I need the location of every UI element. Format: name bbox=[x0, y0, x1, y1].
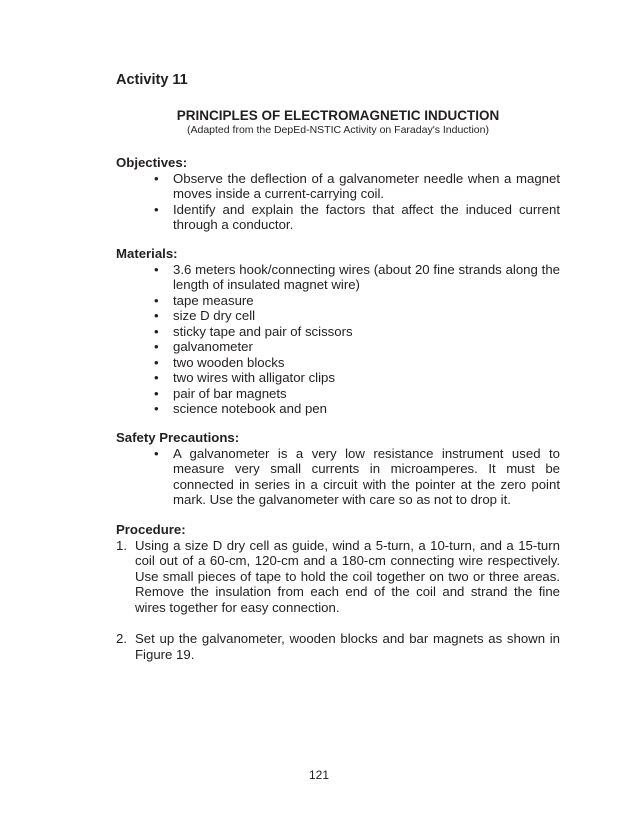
list-item bbox=[116, 370, 560, 386]
material-text: tape measure bbox=[173, 292, 254, 308]
bullet-icon: • bbox=[154, 370, 159, 385]
material-text: pair of bar magnets bbox=[173, 385, 287, 401]
material-text: two wires with alligator clips bbox=[173, 370, 335, 385]
bullet-icon: • bbox=[154, 261, 159, 277]
bullet-icon: • bbox=[154, 308, 159, 323]
list-item bbox=[116, 293, 560, 309]
safety-text: A galvanometer is a very low resistance instrument used to measure very small currents in microamperes. It must be connected in series in a circuit with the pointer at the zero point mark. Use the galvanometer with care so as not to drop it. bbox=[173, 445, 560, 507]
bullet-icon: • bbox=[154, 323, 159, 339]
bullet-icon: • bbox=[154, 354, 159, 370]
bullet-icon: • bbox=[154, 201, 159, 217]
list-item bbox=[116, 631, 560, 662]
procedure-section bbox=[116, 522, 560, 662]
bullet-icon: • bbox=[154, 339, 159, 354]
page-number: 121 bbox=[308, 768, 330, 782]
bullet-icon: • bbox=[154, 401, 159, 416]
bullet-icon: • bbox=[154, 385, 159, 401]
material-text: 3.6 meters hook/connecting wires (about 20 fine strands along the length of insulated magnet wire) bbox=[173, 261, 560, 292]
procedure-list bbox=[116, 538, 560, 663]
list-item bbox=[116, 171, 560, 202]
material-text: galvanometer bbox=[173, 339, 253, 354]
safety-heading: Safety Precautions: bbox=[116, 430, 240, 445]
materials-heading: Materials: bbox=[116, 246, 178, 261]
material-text: science notebook and pen bbox=[173, 401, 327, 416]
activity-label: Activity 11 bbox=[116, 72, 188, 88]
objectives-list bbox=[116, 171, 560, 233]
bullet-icon: • bbox=[154, 170, 159, 186]
step-text: Using a size D dry cell as guide, wind a 5-turn, a 10-turn, and a 15-turn coil out of a 60-cm, 120-cm and a 180-cm connecting wire respectively. Use small pieces of tape to hold the coil together on two or three areas. Remove the insulation from each end of the coil and strand the fine wires together for easy connection. bbox=[135, 537, 560, 615]
step-number: 2. bbox=[116, 631, 127, 646]
list-item bbox=[116, 324, 560, 340]
safety-list bbox=[116, 446, 560, 508]
list-item bbox=[116, 308, 560, 324]
materials-section bbox=[116, 246, 560, 417]
bullet-icon: • bbox=[154, 445, 159, 461]
list-item bbox=[116, 446, 560, 508]
material-text: size D dry cell bbox=[173, 308, 256, 323]
step-number: 1. bbox=[116, 537, 127, 553]
list-item bbox=[116, 202, 560, 233]
page-title: PRINCIPLES OF ELECTROMAGNETIC INDUCTION bbox=[176, 108, 500, 123]
procedure-heading: Procedure: bbox=[116, 522, 186, 537]
objective-text: Identify and explain the factors that affect the induced current through a conductor. bbox=[173, 201, 560, 232]
materials-list bbox=[116, 262, 560, 417]
safety-section bbox=[116, 430, 560, 508]
bullet-icon: • bbox=[154, 292, 159, 308]
list-item bbox=[116, 386, 560, 402]
list-item bbox=[116, 401, 560, 417]
list-item bbox=[116, 355, 560, 371]
list-item bbox=[116, 262, 560, 293]
list-item bbox=[116, 339, 560, 355]
objectives-section bbox=[116, 155, 560, 233]
material-text: sticky tape and pair of scissors bbox=[173, 323, 353, 339]
material-text: two wooden blocks bbox=[173, 354, 285, 370]
objective-text: Observe the deflection of a galvanometer needle when a magnet moves inside a current-carrying coil. bbox=[173, 170, 560, 201]
step-text: Set up the galvanometer, wooden blocks and bar magnets as shown in Figure 19. bbox=[135, 631, 560, 662]
page-subtitle: (Adapted from the DepEd-NSTIC Activity on Faraday's Induction) bbox=[187, 124, 489, 136]
list-item bbox=[116, 538, 560, 616]
objectives-heading: Objectives: bbox=[116, 155, 188, 170]
